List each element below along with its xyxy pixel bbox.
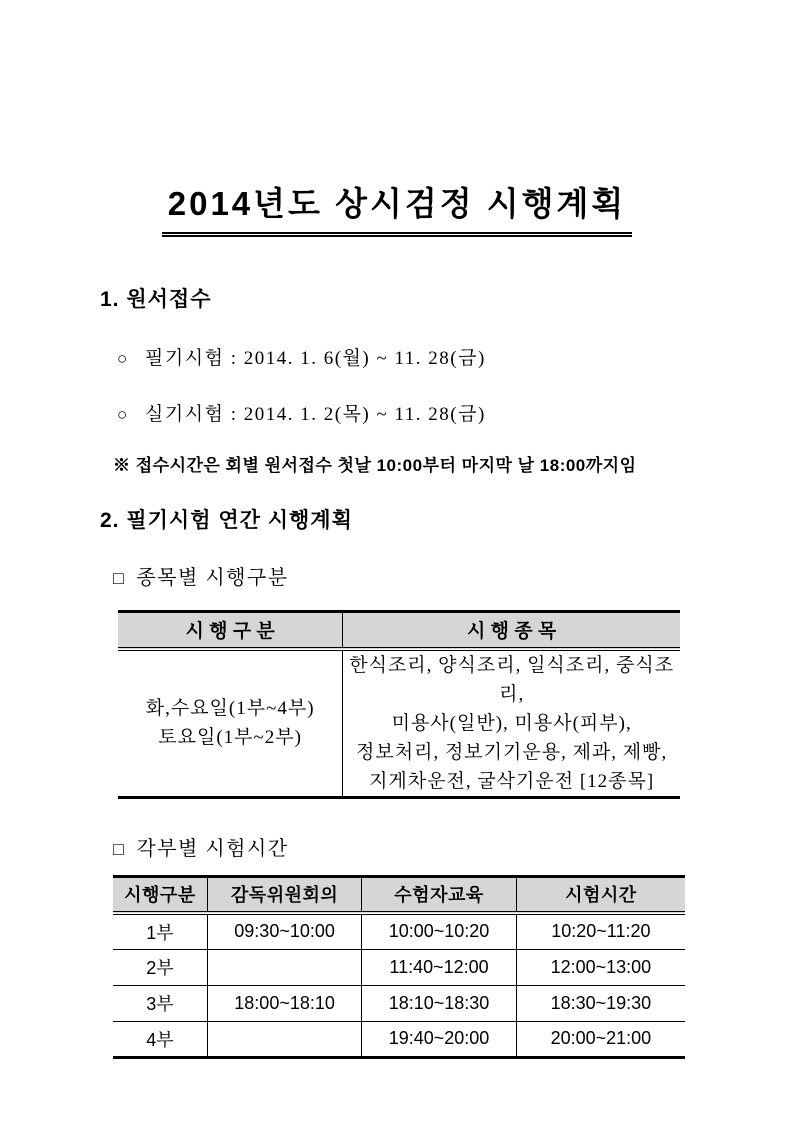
written-exam-period-text: 필기시험 : 2014. 1. 6(월) ~ 11. 28(금) (145, 348, 486, 369)
circle-bullet-icon: ○ (117, 349, 129, 368)
section2-heading: 2. 필기시험 연간 시행계획 (100, 509, 353, 532)
subsection-category-heading (113, 561, 794, 590)
exam-time-cell: 20:00~21:00 (516, 1021, 685, 1057)
column-header-examinee-orientation: 수험자교육 (362, 876, 516, 913)
exam-time-cell: 12:00~13:00 (516, 949, 685, 985)
part-cell: 2부 (113, 949, 207, 985)
subjects-line: 지게차운전, 굴삭기운전 [12종목] (369, 770, 655, 792)
table-row (113, 949, 685, 985)
supervisor-meeting-cell: 18:00~18:10 (207, 985, 361, 1021)
subjects-line: 미용사(일반), 미용사(피부), (391, 712, 632, 734)
examinee-orientation-cell: 10:00~10:20 (362, 913, 516, 949)
subsection-exam-time-heading (113, 832, 794, 861)
part-cell: 1부 (146, 922, 174, 943)
reception-time-note: ※ 접수시간은 회별 원서접수 첫날 10:00부터 마지막 날 18:00까지임 (113, 456, 637, 475)
table-header-row (113, 876, 685, 913)
schedule-cell (118, 649, 343, 798)
supervisor-meeting-cell (207, 1021, 361, 1057)
part-cell: 3부 (113, 985, 207, 1021)
subsection-category-heading-text: 종목별 시행구분 (136, 567, 289, 589)
part-cell: 4부 (113, 1021, 207, 1057)
subjects-line: 한식조리, 양식조리, 일식조리, 중식조리, (349, 654, 675, 705)
column-header-schedule: 시 행 구 분 (118, 612, 343, 649)
supervisor-meeting-cell: 09:30~10:00 (207, 913, 361, 949)
circle-bullet-icon: ○ (117, 405, 129, 424)
exam-time-cell: 10:20~11:20 (516, 913, 685, 949)
supervisor-meeting-cell (207, 949, 361, 985)
schedule-line: 토요일(1부~2부) (158, 727, 302, 748)
exam-time-cell: 18:30~19:30 (516, 985, 685, 1021)
examinee-orientation-cell: 11:40~12:00 (362, 949, 516, 985)
table-header-row (118, 612, 680, 649)
subjects-line: 정보처리, 정보기기운용, 제과, 제빵, (356, 741, 668, 763)
practical-exam-period-line (117, 399, 794, 426)
document-title: 2014년도 상시검정 시행계획 (162, 178, 633, 237)
square-bullet-icon: □ (113, 568, 126, 588)
square-bullet-icon: □ (113, 838, 126, 859)
practical-exam-period-text: 실기시험 : 2014. 1. 2(목) ~ 11. 28(금) (145, 404, 486, 425)
subsection-exam-time-heading-text: 각부별 시험시간 (136, 837, 289, 860)
table-row (113, 985, 685, 1021)
table-row (113, 913, 685, 949)
written-exam-period-line (117, 343, 794, 370)
column-header-subjects: 시 행 종 목 (343, 612, 680, 649)
column-header-exam-time: 시험시간 (516, 876, 685, 913)
column-header-supervisor-meeting: 감독위원회의 (207, 876, 361, 913)
schedule-line: 화,수요일(1부~4부) (145, 698, 315, 719)
table-row (113, 1021, 685, 1057)
table-row (118, 649, 680, 798)
examinee-orientation-cell: 19:40~20:00 (362, 1021, 516, 1057)
category-schedule-table (118, 610, 680, 799)
section1-heading: 1. 원서접수 (100, 288, 212, 311)
title-wrap (0, 178, 794, 237)
examinee-orientation-cell: 18:10~18:30 (362, 985, 516, 1021)
column-header-part: 시행구분 (113, 876, 207, 913)
subjects-cell (343, 649, 680, 798)
exam-time-table (113, 875, 685, 1059)
